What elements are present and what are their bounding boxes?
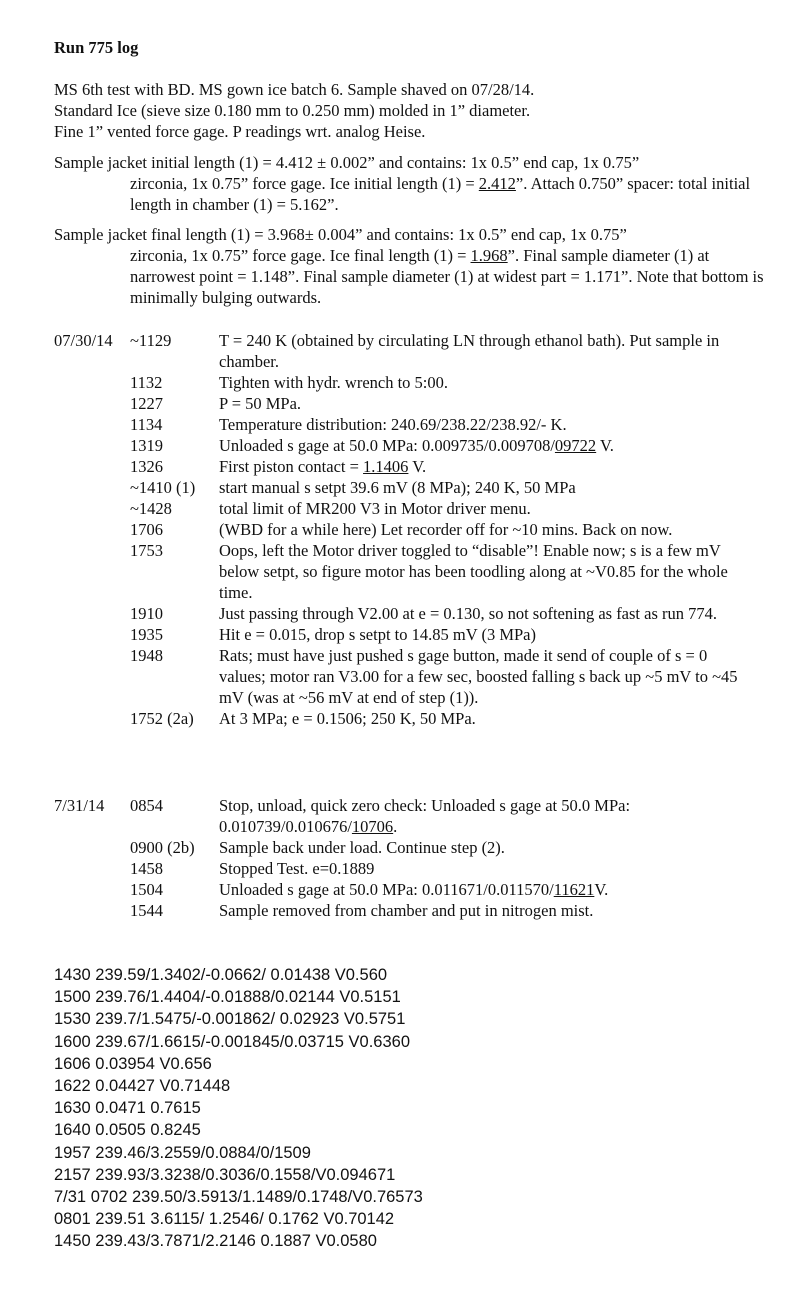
intro-line: MS 6th test with BD. MS gown ice batch 6. Sample shaved on 07/28/14. — [54, 80, 535, 99]
text-run: First piston contact = — [219, 457, 364, 476]
log-entry — [54, 879, 754, 900]
log-section-day1 — [54, 330, 754, 729]
log-time: 1752 (2a) — [130, 709, 194, 728]
text-run: Tighten with hydr. wrench to 5:00. — [219, 373, 449, 392]
underlined-value: 1.1406 — [363, 457, 409, 476]
log-entry — [54, 330, 754, 372]
data-line: 2157 239.93/3.3238/0.3036/0.1558/V0.094671 — [54, 1165, 396, 1184]
log-description — [219, 498, 749, 519]
text-run: Oops, left the Motor driver toggled to “disable”! Enable now; s is a few mV below setpt, so figure motor has been toodling along at ~V0.85 for the whole time. — [219, 541, 728, 602]
jacket-initial-first-line: Sample jacket initial length (1) = 4.412 ± 0.002” and contains: 1x 0.5” end cap, 1x 0.75” — [54, 153, 640, 172]
jacket-initial-continuation — [54, 173, 774, 215]
log-description — [219, 708, 749, 729]
text-run: At 3 MPa; e = 0.1506; 250 K, 50 MPa. — [219, 709, 476, 728]
log-time: 1319 — [130, 436, 163, 455]
log-entry — [54, 435, 754, 456]
data-line: 1606 0.03954 V0.656 — [54, 1054, 212, 1073]
log-entry — [54, 372, 754, 393]
text-run: T = 240 K (obtained by circulating LN through ethanol bath). Put sample in chamber. — [219, 331, 720, 371]
log-time: 0854 — [130, 796, 163, 815]
page-title: Run 775 log — [54, 38, 139, 57]
jacket-final-first-line: Sample jacket final length (1) = 3.968± 0.004” and contains: 1x 0.5” end cap, 1x 0.75” — [54, 225, 627, 244]
text-run: (WBD for a while here) Let recorder off for ~10 mins. Back on now. — [219, 520, 673, 539]
text-run: total limit of MR200 V3 in Motor driver menu. — [219, 499, 531, 518]
jacket-final-continuation — [54, 245, 774, 308]
log-entry — [54, 519, 754, 540]
data-line: 1600 239.67/1.6615/-0.001845/0.03715 V0.6360 — [54, 1032, 410, 1051]
log-description — [219, 519, 749, 540]
text-run: . — [393, 817, 398, 836]
text-run: Unloaded s gage at 50.0 MPa: 0.009735/0.009708/ — [219, 436, 555, 455]
text-run: V. — [594, 880, 609, 899]
log-description — [219, 414, 749, 435]
intro-block — [54, 79, 784, 142]
log-description — [219, 624, 749, 645]
text-run: zirconia, 1x 0.75” force gage. Ice initial length (1) = — [130, 174, 479, 193]
log-section-day2 — [54, 795, 754, 921]
intro-line: Fine 1” vented force gage. P readings wrt. analog Heise. — [54, 122, 426, 141]
log-description — [219, 645, 749, 708]
log-description — [219, 795, 749, 837]
log-time: 1544 — [130, 901, 163, 920]
log-time: 1458 — [130, 859, 163, 878]
data-line: 1430 239.59/1.3402/-0.0662/ 0.01438 V0.560 — [54, 966, 388, 984]
underlined-value: 09722 — [554, 436, 597, 455]
log-description — [219, 393, 749, 414]
data-line: 1630 0.0471 0.7615 — [54, 1099, 201, 1118]
text-run: Temperature distribution: 240.69/238.22/238.92/- K. — [219, 415, 567, 434]
log-time: 1948 — [130, 646, 163, 665]
log-time: 0900 (2b) — [130, 838, 195, 857]
log-description — [219, 435, 749, 456]
text-run: start manual s setpt 39.6 mV (8 MPa); 240 K, 50 MPa — [219, 478, 576, 497]
intro-line: Standard Ice (sieve size 0.180 mm to 0.250 mm) molded in 1” diameter. — [54, 101, 531, 120]
log-entry — [54, 795, 754, 837]
text-run: ”. Final sample diameter (1) at narrowest point = 1.148”. Final sample diameter (1) at widest part = 1.171”. Note that bottom is minimally bulging outwards. — [130, 246, 764, 307]
text-run: V. — [596, 436, 614, 455]
text-run: Stopped Test. e=0.1889 — [219, 859, 375, 878]
underlined-value: 1.968 — [470, 246, 508, 265]
log-entry — [54, 498, 754, 519]
text-run: P = 50 MPa. — [219, 394, 302, 413]
log-entry — [54, 837, 754, 858]
log-entry — [54, 900, 754, 921]
log-entry — [54, 624, 754, 645]
log-time: 1935 — [130, 625, 163, 644]
text-run: ”. Attach 0.750” spacer: total initial length in chamber (1) = 5.162”. — [130, 174, 751, 214]
log-entry — [54, 540, 754, 603]
log-description — [219, 603, 749, 624]
data-line: 1450 239.43/3.7871/2.2146 0.1887 V0.0580 — [54, 1232, 377, 1251]
log-entry — [54, 393, 754, 414]
log-description — [219, 900, 749, 921]
data-line: 0801 239.51 3.6115/ 1.2546/ 0.1762 V0.70142 — [54, 1210, 395, 1229]
log-description — [219, 858, 749, 879]
jacket-initial-paragraph — [54, 152, 774, 215]
log-description — [219, 879, 749, 900]
log-entry — [54, 708, 754, 729]
text-run: Sample back under load. Continue step (2). — [219, 838, 505, 857]
data-line: 1957 239.46/3.2559/0.0884/0/1509 — [54, 1143, 311, 1162]
log-date: 07/30/14 — [54, 331, 113, 350]
text-run: Hit e = 0.015, drop s setpt to 14.85 mV (3 MPa) — [219, 625, 536, 644]
log-entry — [54, 477, 754, 498]
log-description — [219, 456, 749, 477]
log-description — [219, 372, 749, 393]
log-description — [219, 330, 749, 372]
data-line: 1530 239.7/1.5475/-0.001862/ 0.02923 V0.5751 — [54, 1010, 406, 1029]
underlined-value: 11621 — [553, 880, 595, 899]
data-line: 1622 0.04427 V0.71448 — [54, 1077, 231, 1096]
text-run: Unloaded s gage at 50.0 MPa: 0.011671/0.011570/ — [219, 880, 554, 899]
log-entry — [54, 603, 754, 624]
text-run: Rats; must have just pushed s gage button, made it send of couple of s = 0 values; motor ran V3.00 for a few sec, boosted falling s back up ~5 mV to ~45 mV (was at ~56 mV at end of step (1)). — [219, 646, 738, 707]
text-run: Sample removed from chamber and put in nitrogen mist. — [219, 901, 594, 920]
data-line: 1640 0.0505 0.8245 — [54, 1121, 201, 1140]
log-entry — [54, 414, 754, 435]
underlined-value: 2.412 — [478, 174, 516, 193]
text-run: Stop, unload, quick zero check: Unloaded s gage at 50.0 MPa: 0.010739/0.010676/ — [219, 796, 631, 836]
log-time: 1134 — [130, 415, 163, 434]
log-time: ~1129 — [130, 331, 172, 350]
log-time: ~1410 (1) — [130, 478, 196, 497]
log-time: 1504 — [130, 880, 163, 899]
log-entry — [54, 858, 754, 879]
log-entry — [54, 645, 754, 708]
jacket-final-paragraph — [54, 224, 774, 308]
log-time: 1326 — [130, 457, 163, 476]
data-line: 1500 239.76/1.4404/-0.01888/0.02144 V0.5151 — [54, 988, 401, 1007]
text-run: V. — [408, 457, 427, 476]
log-description — [219, 540, 749, 603]
log-description — [219, 477, 749, 498]
log-time: 1753 — [130, 541, 163, 560]
text-run: Just passing through V2.00 at e = 0.130, so not softening as fast as run 774. — [219, 604, 718, 623]
log-time: 1227 — [130, 394, 163, 413]
underlined-value: 10706 — [351, 817, 394, 836]
log-time: 1910 — [130, 604, 163, 623]
log-date: 7/31/14 — [54, 796, 105, 815]
log-description — [219, 837, 749, 858]
log-time: ~1428 — [130, 499, 172, 518]
data-line: 7/31 0702 239.50/3.5913/1.1489/0.1748/V0.76573 — [54, 1188, 423, 1207]
log-entry — [54, 456, 754, 477]
log-time: 1706 — [130, 520, 163, 539]
data-readings-block — [54, 964, 423, 1253]
text-run: zirconia, 1x 0.75” force gage. Ice final length (1) = — [130, 246, 471, 265]
log-time: 1132 — [130, 373, 163, 392]
